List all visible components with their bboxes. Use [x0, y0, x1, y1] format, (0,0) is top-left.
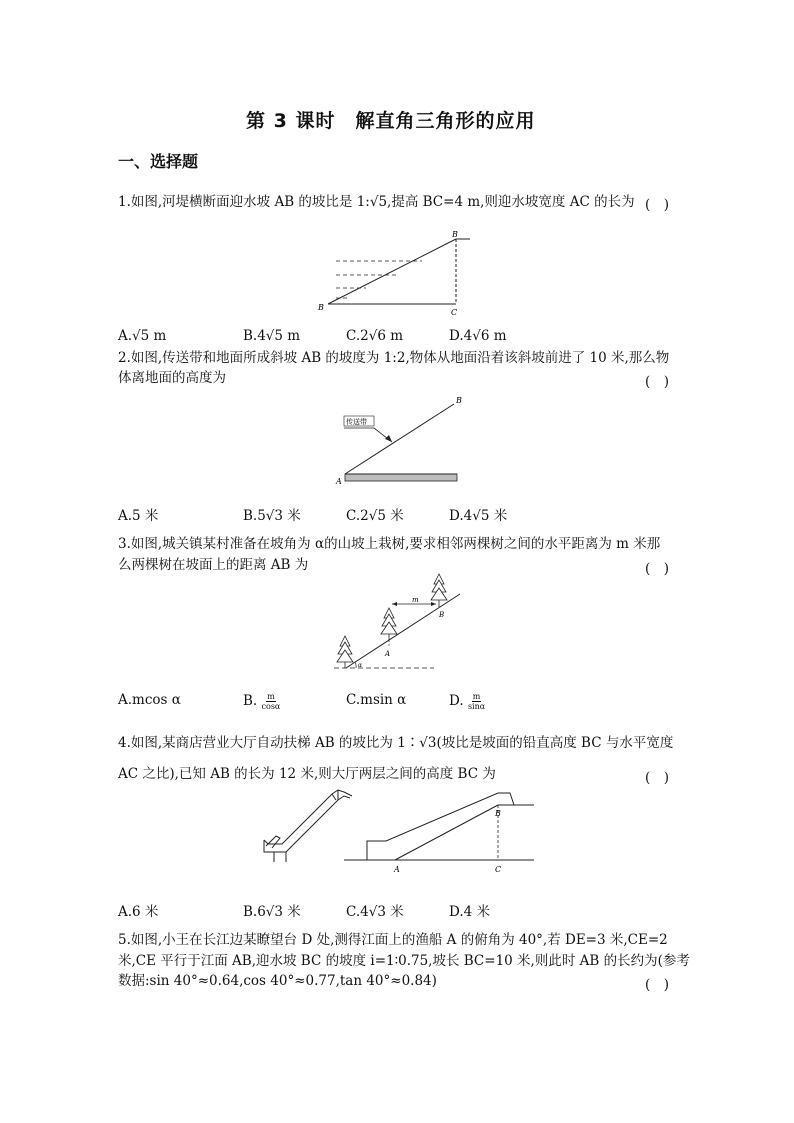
question-5-text-line2: 米,CE 平行于江面 AB,迎水坡 BC 的坡度 i=1∶0.75,坡长 BC=10 米,则此时 AB 的长约为(参考	[118, 953, 690, 969]
q2-option-b: B.5√3 米	[243, 508, 301, 524]
question-2-figure	[330, 392, 470, 488]
question-2-text-line1: 2.如图,传送带和地面所成斜坡 AB 的坡度为 1:2,物体从地面沿着该斜坡前进了 10 米,那么物	[118, 350, 670, 366]
q1-label-b-bottom: B	[318, 303, 324, 312]
q4-option-a: A.6 米	[118, 904, 159, 920]
question-5-text-line1: 5.如图,小王在长江边某瞭望台 D 处,测得江面上的渔船 A 的俯角为 40°,若 DE=3 米,CE=2	[118, 932, 668, 948]
section-heading: 一、选择题	[118, 152, 199, 171]
q3-option-b-numerator: m	[267, 692, 275, 701]
page-title: 第 3 课时 解直角三角形的应用	[246, 110, 536, 132]
q2-label-b: B	[456, 396, 462, 405]
q2-option-c: C.2√5 米	[346, 508, 404, 524]
q2-label-a: A	[336, 477, 342, 486]
escalator-sketch	[264, 790, 352, 862]
question-1-answer-paren: ( )	[645, 197, 670, 213]
q4-label-c: C	[495, 865, 502, 874]
q3-option-d-fraction	[468, 692, 485, 711]
q4-option-d: D.4 米	[449, 904, 491, 920]
q4-label-b: B	[495, 809, 501, 818]
q3-label-a: A	[385, 650, 391, 658]
tree-icon	[431, 574, 447, 607]
q3-option-b	[243, 692, 280, 711]
q2-label-belt: 传送带	[346, 418, 367, 426]
question-3-text-line2: 么两棵树在坡面上的距离 AB 为	[118, 557, 309, 573]
q3-label-b: B	[439, 611, 445, 619]
q1-option-d: D.4√6 m	[449, 328, 507, 344]
q2-option-a: A.5 米	[118, 508, 159, 524]
question-3-answer-paren: ( )	[645, 561, 670, 577]
q3-option-c: C.msin α	[346, 692, 407, 708]
question-4-text-line2: AC 之比),已知 AB 的长为 12 米,则大厅两层之间的高度 BC 为	[118, 766, 496, 782]
question-3-figure	[328, 572, 478, 676]
question-3-text-line1: 3.如图,城关镇某村准备在坡角为 α的山坡上栽树,要求相邻两棵树之间的水平距离为 m 米那	[118, 536, 661, 552]
question-4-text-line1: 4.如图,某商店营业大厅自动扶梯 AB 的坡比为 1∶√3(坡比是坡面的铅直高度 BC 与水平宽度	[118, 735, 674, 751]
q3-option-d-denominator: sinα	[467, 702, 486, 711]
q4-option-c: C.4√3 米	[346, 904, 404, 920]
tree-icon	[337, 636, 353, 668]
q3-option-b-denominator: cosα	[261, 702, 281, 711]
q1-option-b: B.4√5 m	[243, 328, 301, 344]
question-1-figure	[300, 228, 480, 318]
question-1-text: 1.如图,河堤横断面迎水坡 AB 的坡比是 1:√5,提高 BC=4 m,则迎水坡宽度 AC 的长为	[118, 194, 635, 210]
q4-label-a: A	[394, 865, 400, 874]
question-4-answer-paren: ( )	[645, 770, 670, 786]
question-5-answer-paren: ( )	[645, 977, 670, 993]
q3-label-alpha: α	[358, 662, 363, 669]
q3-option-b-letter: B.	[243, 693, 258, 709]
q3-option-d-letter: D.	[449, 693, 464, 709]
question-2-answer-paren: ( )	[645, 374, 670, 390]
q2-option-d: D.4√5 米	[449, 508, 508, 524]
question-4-figure	[252, 788, 542, 880]
q3-option-d-numerator: m	[472, 692, 481, 701]
q3-option-a: A.mcos α	[118, 692, 181, 708]
q3-label-m: m	[412, 596, 419, 604]
q4-option-b: B.6√3 米	[243, 904, 301, 920]
q1-option-c: C.2√6 m	[346, 328, 404, 344]
tree-icon	[381, 608, 397, 640]
q3-option-b-fraction	[262, 692, 281, 711]
q3-option-d	[449, 692, 485, 711]
question-2-text-line2: 体离地面的高度为	[118, 370, 226, 386]
q1-label-c: C	[451, 308, 458, 317]
q1-option-a: A.√5 m	[118, 328, 167, 344]
q1-label-b-top: B	[452, 230, 458, 239]
question-5-text-line3: 数据:sin 40°≈0.64,cos 40°≈0.77,tan 40°≈0.84)	[118, 973, 437, 989]
